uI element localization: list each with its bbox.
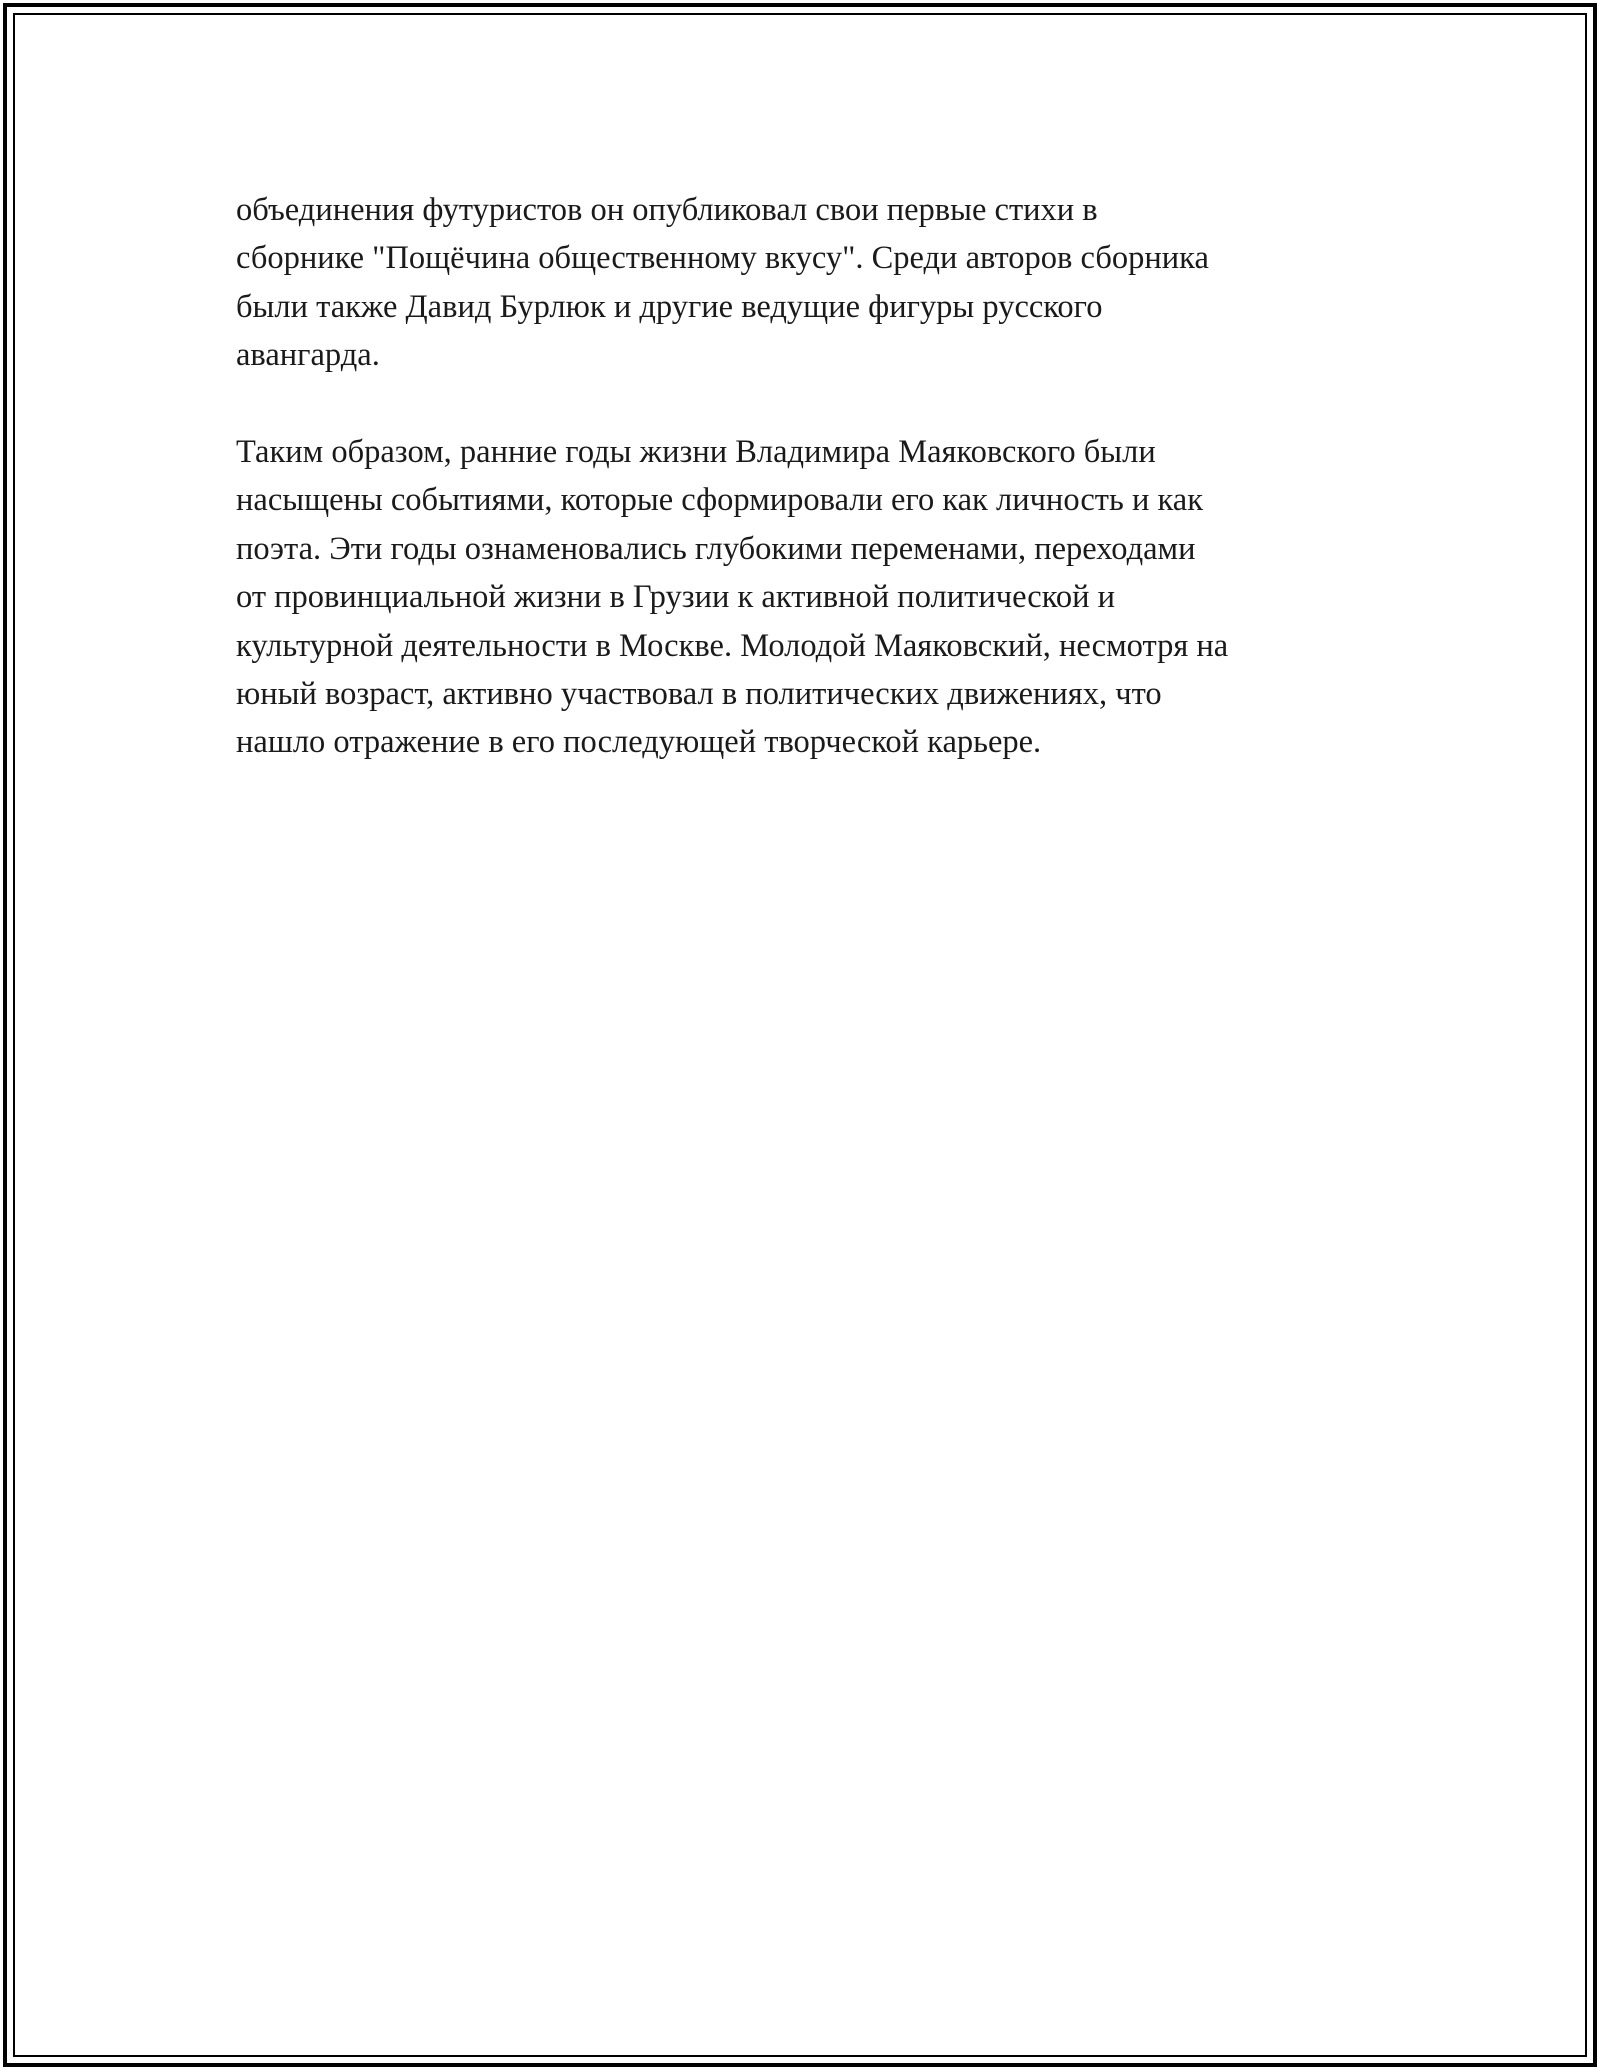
paragraph-1 — [236, 186, 1376, 380]
paragraph-2 — [236, 428, 1376, 767]
document-body — [236, 186, 1376, 767]
text-line: поэта. Эти годы ознаменовались глубокими переменами, переходами — [236, 530, 1196, 567]
text-line: сборнике "Пощёчина общественному вкусу". Среди авторов сборника — [236, 240, 1209, 277]
text-line: объединения футуристов он опубликовал свои первые стихи в — [236, 192, 1098, 228]
text-line: были также Давид Бурлюк и другие ведущие фигуры русского — [236, 288, 1103, 325]
text-line: Таким образом, ранние годы жизни Владимира Маяковского были — [236, 434, 1156, 471]
text-line: юный возраст, активно участвовал в политических движениях, что — [236, 676, 1162, 713]
text-line: нашло отражение в его последующей творческой карьере. — [236, 724, 1042, 761]
text-line: авангарда. — [236, 337, 380, 374]
text-line: от провинциальной жизни в Грузии к активной политической и — [236, 579, 1116, 616]
text-line: насыщены событиями, которые сформировали его как личность и как — [236, 482, 1203, 519]
text-line: культурной деятельности в Москве. Молодой Маяковский, несмотря на — [236, 627, 1229, 664]
